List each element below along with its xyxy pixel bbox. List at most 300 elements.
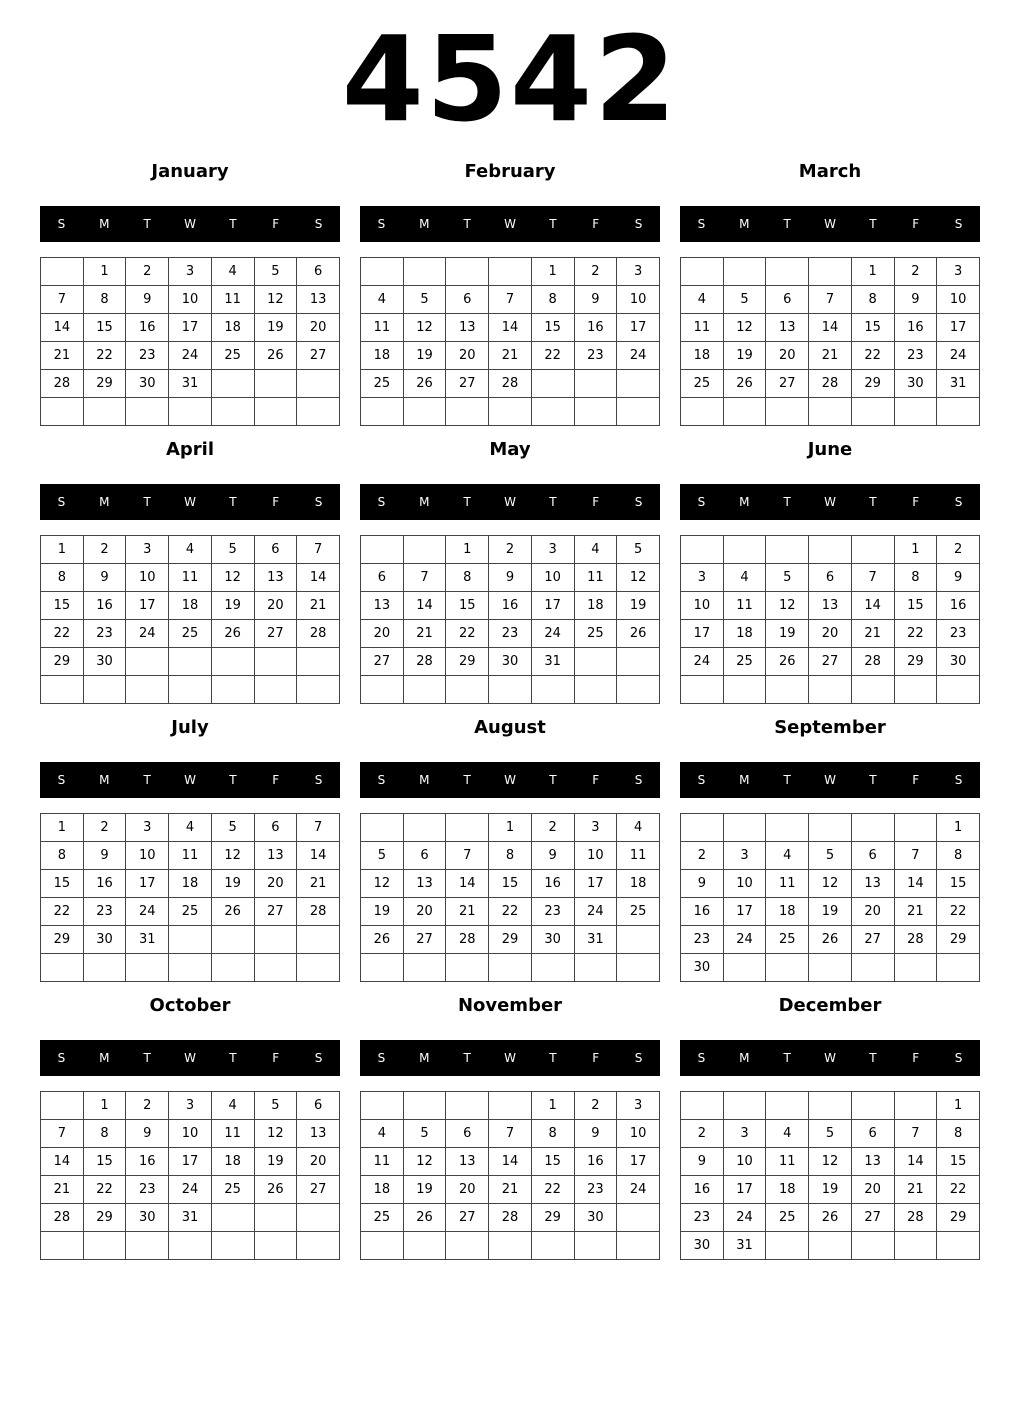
week-row <box>41 1204 340 1232</box>
empty-day-cell <box>169 926 212 954</box>
day-cell: 20 <box>446 1176 489 1204</box>
week-row <box>681 286 980 314</box>
week-row <box>361 954 660 982</box>
day-cell: 7 <box>297 814 340 842</box>
day-cell: 2 <box>126 258 169 286</box>
month-name: October <box>149 995 231 1016</box>
day-cell: 4 <box>766 842 809 870</box>
empty-day-cell <box>766 814 809 842</box>
day-cell: 16 <box>126 314 169 342</box>
day-cell: 31 <box>723 1232 766 1260</box>
day-cell: 6 <box>361 564 404 592</box>
day-cell: 24 <box>574 898 617 926</box>
day-grid <box>680 1091 980 1260</box>
weekday-label: T <box>143 1051 151 1065</box>
week-row <box>361 1204 660 1232</box>
day-cell: 24 <box>531 620 574 648</box>
day-cell: 20 <box>809 620 852 648</box>
day-cell: 22 <box>489 898 532 926</box>
day-cell: 11 <box>361 1148 404 1176</box>
weekday-label: W <box>824 1051 836 1065</box>
day-cell: 10 <box>681 592 724 620</box>
weekday-label: M <box>99 495 110 509</box>
day-cell: 18 <box>211 314 254 342</box>
day-cell: 9 <box>126 1120 169 1148</box>
empty-day-cell <box>297 1204 340 1232</box>
day-cell: 18 <box>681 342 724 370</box>
weekday-label: T <box>869 217 877 231</box>
week-row <box>41 870 340 898</box>
day-cell: 8 <box>83 1120 126 1148</box>
week-row <box>41 926 340 954</box>
empty-day-cell <box>403 398 446 426</box>
empty-day-cell <box>169 1232 212 1260</box>
weekday-header <box>40 762 340 798</box>
empty-day-cell <box>83 398 126 426</box>
empty-day-cell <box>574 676 617 704</box>
day-cell: 21 <box>446 898 489 926</box>
week-row <box>681 398 980 426</box>
weekday-label: T <box>783 773 791 787</box>
day-cell: 19 <box>211 592 254 620</box>
day-cell: 15 <box>41 592 84 620</box>
day-cell: 3 <box>169 258 212 286</box>
day-cell: 27 <box>297 1176 340 1204</box>
day-cell: 19 <box>254 314 297 342</box>
empty-day-cell <box>126 954 169 982</box>
empty-day-cell <box>297 370 340 398</box>
weekday-header <box>680 762 980 798</box>
empty-day-cell <box>531 1232 574 1260</box>
empty-day-cell <box>211 1204 254 1232</box>
empty-day-cell <box>361 814 404 842</box>
weekday-label: F <box>592 217 600 231</box>
day-cell: 21 <box>809 342 852 370</box>
day-cell: 30 <box>83 926 126 954</box>
weekday-label: F <box>272 1051 280 1065</box>
year-title: 4542 <box>341 10 679 148</box>
day-cell: 12 <box>809 870 852 898</box>
day-cell: 15 <box>83 1148 126 1176</box>
day-cell: 1 <box>851 258 894 286</box>
day-cell: 27 <box>851 926 894 954</box>
day-cell: 22 <box>531 342 574 370</box>
day-cell: 20 <box>254 592 297 620</box>
day-cell: 15 <box>41 870 84 898</box>
weekday-label: W <box>184 773 196 787</box>
day-cell: 28 <box>297 620 340 648</box>
day-cell: 17 <box>574 870 617 898</box>
day-cell: 19 <box>403 342 446 370</box>
day-cell: 28 <box>894 1204 937 1232</box>
day-cell: 24 <box>169 342 212 370</box>
empty-day-cell <box>723 536 766 564</box>
day-cell: 26 <box>766 648 809 676</box>
empty-day-cell <box>894 954 937 982</box>
day-cell: 26 <box>809 1204 852 1232</box>
day-cell: 21 <box>41 342 84 370</box>
empty-day-cell <box>851 1092 894 1120</box>
empty-day-cell <box>254 1204 297 1232</box>
day-cell: 2 <box>937 536 980 564</box>
day-cell: 6 <box>254 814 297 842</box>
empty-day-cell <box>254 398 297 426</box>
day-cell: 25 <box>211 342 254 370</box>
day-cell: 14 <box>297 564 340 592</box>
day-cell: 17 <box>723 898 766 926</box>
week-row <box>681 926 980 954</box>
empty-day-cell <box>617 926 660 954</box>
day-cell: 24 <box>681 648 724 676</box>
week-row <box>361 1148 660 1176</box>
day-cell: 24 <box>617 1176 660 1204</box>
weekday-label: W <box>504 1051 516 1065</box>
week-row <box>681 648 980 676</box>
day-cell: 17 <box>169 314 212 342</box>
week-row <box>361 1176 660 1204</box>
weekday-label: F <box>592 1051 600 1065</box>
month-name: July <box>171 717 209 738</box>
week-row <box>41 842 340 870</box>
week-row <box>681 1092 980 1120</box>
day-cell: 8 <box>41 842 84 870</box>
day-cell: 3 <box>617 1092 660 1120</box>
day-cell: 22 <box>83 342 126 370</box>
empty-day-cell <box>894 398 937 426</box>
day-cell: 19 <box>809 898 852 926</box>
day-cell: 28 <box>809 370 852 398</box>
weekday-label: M <box>99 1051 110 1065</box>
empty-day-cell <box>489 1232 532 1260</box>
week-row <box>41 398 340 426</box>
day-cell: 7 <box>41 1120 84 1148</box>
day-cell: 8 <box>41 564 84 592</box>
day-cell: 2 <box>83 814 126 842</box>
empty-day-cell <box>361 536 404 564</box>
day-cell: 2 <box>681 1120 724 1148</box>
day-cell: 19 <box>254 1148 297 1176</box>
empty-day-cell <box>403 258 446 286</box>
weekday-label: F <box>912 1051 920 1065</box>
day-cell: 14 <box>489 1148 532 1176</box>
empty-day-cell <box>297 1232 340 1260</box>
day-cell: 24 <box>723 926 766 954</box>
day-cell: 4 <box>169 536 212 564</box>
day-cell: 7 <box>41 286 84 314</box>
day-cell: 19 <box>723 342 766 370</box>
weekday-label: T <box>229 773 237 787</box>
empty-day-cell <box>851 398 894 426</box>
day-cell: 16 <box>681 898 724 926</box>
weekday-label: T <box>549 217 557 231</box>
week-row <box>41 564 340 592</box>
weekday-label: S <box>57 1051 66 1065</box>
day-cell: 21 <box>297 592 340 620</box>
day-cell: 30 <box>531 926 574 954</box>
day-cell: 13 <box>851 1148 894 1176</box>
day-cell: 31 <box>169 370 212 398</box>
day-cell: 23 <box>83 898 126 926</box>
day-cell: 5 <box>766 564 809 592</box>
weekday-label: W <box>184 495 196 509</box>
empty-day-cell <box>766 258 809 286</box>
day-cell: 25 <box>681 370 724 398</box>
day-cell: 9 <box>83 842 126 870</box>
empty-day-cell <box>809 954 852 982</box>
empty-day-cell <box>361 1232 404 1260</box>
day-cell: 8 <box>937 1120 980 1148</box>
empty-day-cell <box>723 954 766 982</box>
day-cell: 8 <box>489 842 532 870</box>
day-cell: 24 <box>126 898 169 926</box>
empty-day-cell <box>681 676 724 704</box>
empty-day-cell <box>617 1204 660 1232</box>
day-cell: 14 <box>851 592 894 620</box>
day-cell: 17 <box>723 1176 766 1204</box>
empty-day-cell <box>41 954 84 982</box>
week-row <box>361 620 660 648</box>
day-cell: 31 <box>126 926 169 954</box>
weekday-label: M <box>99 217 110 231</box>
day-cell: 9 <box>531 842 574 870</box>
day-cell: 12 <box>254 1120 297 1148</box>
empty-day-cell <box>254 926 297 954</box>
empty-day-cell <box>403 1232 446 1260</box>
empty-day-cell <box>489 258 532 286</box>
day-cell: 21 <box>489 342 532 370</box>
empty-day-cell <box>169 648 212 676</box>
week-row <box>681 620 980 648</box>
empty-day-cell <box>574 1232 617 1260</box>
week-row <box>41 258 340 286</box>
empty-day-cell <box>254 648 297 676</box>
empty-day-cell <box>809 398 852 426</box>
empty-day-cell <box>41 258 84 286</box>
day-cell: 29 <box>937 926 980 954</box>
empty-day-cell <box>809 1092 852 1120</box>
day-cell: 7 <box>297 536 340 564</box>
week-row <box>41 954 340 982</box>
weekday-label: S <box>954 217 963 231</box>
day-cell: 11 <box>574 564 617 592</box>
day-cell: 4 <box>169 814 212 842</box>
day-cell: 18 <box>169 870 212 898</box>
weekday-label: W <box>824 495 836 509</box>
day-cell: 6 <box>446 286 489 314</box>
day-cell: 23 <box>681 926 724 954</box>
empty-day-cell <box>41 676 84 704</box>
day-cell: 21 <box>851 620 894 648</box>
day-cell: 11 <box>361 314 404 342</box>
day-cell: 18 <box>617 870 660 898</box>
empty-day-cell <box>361 954 404 982</box>
day-cell: 22 <box>851 342 894 370</box>
weekday-label: M <box>739 1051 750 1065</box>
day-cell: 26 <box>211 620 254 648</box>
weekday-label: S <box>634 217 643 231</box>
weekday-label: F <box>272 495 280 509</box>
day-cell: 24 <box>169 1176 212 1204</box>
weekday-label: S <box>634 495 643 509</box>
day-cell: 20 <box>766 342 809 370</box>
empty-day-cell <box>574 648 617 676</box>
day-cell: 7 <box>851 564 894 592</box>
empty-day-cell <box>851 814 894 842</box>
day-cell: 2 <box>574 258 617 286</box>
day-cell: 13 <box>254 842 297 870</box>
empty-day-cell <box>937 954 980 982</box>
empty-day-cell <box>297 676 340 704</box>
weekday-label: S <box>314 495 323 509</box>
day-cell: 26 <box>617 620 660 648</box>
day-cell: 2 <box>574 1092 617 1120</box>
day-cell: 15 <box>83 314 126 342</box>
day-cell: 9 <box>937 564 980 592</box>
week-row <box>361 676 660 704</box>
day-cell: 30 <box>894 370 937 398</box>
day-cell: 7 <box>489 286 532 314</box>
day-cell: 18 <box>766 898 809 926</box>
day-cell: 3 <box>531 536 574 564</box>
day-cell: 20 <box>403 898 446 926</box>
day-cell: 1 <box>531 258 574 286</box>
week-row <box>361 1232 660 1260</box>
empty-day-cell <box>681 814 724 842</box>
day-cell: 5 <box>403 1120 446 1148</box>
day-cell: 8 <box>937 842 980 870</box>
day-cell: 11 <box>617 842 660 870</box>
day-grid <box>40 535 340 704</box>
weekday-label: F <box>912 495 920 509</box>
day-cell: 26 <box>403 370 446 398</box>
weekday-label: S <box>634 1051 643 1065</box>
day-cell: 17 <box>617 314 660 342</box>
day-cell: 16 <box>681 1176 724 1204</box>
empty-day-cell <box>83 954 126 982</box>
day-cell: 1 <box>41 814 84 842</box>
week-row <box>41 1148 340 1176</box>
day-cell: 16 <box>126 1148 169 1176</box>
day-cell: 26 <box>211 898 254 926</box>
week-row <box>41 676 340 704</box>
empty-day-cell <box>681 536 724 564</box>
weekday-label: M <box>739 495 750 509</box>
empty-day-cell <box>681 398 724 426</box>
day-grid <box>360 535 660 704</box>
empty-day-cell <box>766 954 809 982</box>
empty-day-cell <box>681 258 724 286</box>
day-cell: 30 <box>126 1204 169 1232</box>
day-cell: 29 <box>83 1204 126 1232</box>
empty-day-cell <box>211 648 254 676</box>
day-cell: 9 <box>574 1120 617 1148</box>
day-cell: 8 <box>894 564 937 592</box>
day-cell: 3 <box>169 1092 212 1120</box>
week-row <box>681 314 980 342</box>
day-cell: 21 <box>41 1176 84 1204</box>
day-cell: 17 <box>531 592 574 620</box>
day-cell: 13 <box>297 1120 340 1148</box>
day-cell: 17 <box>617 1148 660 1176</box>
day-cell: 2 <box>489 536 532 564</box>
week-row <box>681 814 980 842</box>
day-cell: 11 <box>169 842 212 870</box>
day-cell: 15 <box>531 1148 574 1176</box>
weekday-label: S <box>954 773 963 787</box>
day-cell: 12 <box>723 314 766 342</box>
day-cell: 27 <box>446 1204 489 1232</box>
day-cell: 21 <box>403 620 446 648</box>
week-row <box>681 1204 980 1232</box>
day-cell: 9 <box>574 286 617 314</box>
weekday-label: T <box>229 217 237 231</box>
empty-day-cell <box>169 954 212 982</box>
day-cell: 13 <box>446 314 489 342</box>
week-row <box>681 898 980 926</box>
day-cell: 29 <box>531 1204 574 1232</box>
week-row <box>361 258 660 286</box>
day-cell: 10 <box>169 1120 212 1148</box>
day-cell: 16 <box>531 870 574 898</box>
weekday-label: S <box>697 1051 706 1065</box>
day-cell: 18 <box>723 620 766 648</box>
day-cell: 6 <box>297 258 340 286</box>
day-cell: 14 <box>403 592 446 620</box>
day-cell: 7 <box>894 842 937 870</box>
week-row <box>41 286 340 314</box>
day-cell: 4 <box>361 1120 404 1148</box>
week-row <box>361 592 660 620</box>
weekday-label: F <box>912 773 920 787</box>
day-cell: 1 <box>41 536 84 564</box>
day-cell: 8 <box>531 286 574 314</box>
weekday-label: S <box>954 495 963 509</box>
empty-day-cell <box>809 258 852 286</box>
week-row <box>681 676 980 704</box>
day-cell: 22 <box>937 898 980 926</box>
weekday-label: S <box>314 1051 323 1065</box>
empty-day-cell <box>446 676 489 704</box>
empty-day-cell <box>766 536 809 564</box>
day-cell: 20 <box>361 620 404 648</box>
month-name: February <box>464 161 556 182</box>
day-cell: 26 <box>723 370 766 398</box>
week-row <box>41 536 340 564</box>
day-cell: 4 <box>617 814 660 842</box>
day-cell: 29 <box>937 1204 980 1232</box>
empty-day-cell <box>851 1232 894 1260</box>
day-cell: 6 <box>403 842 446 870</box>
day-cell: 3 <box>126 536 169 564</box>
day-cell: 4 <box>361 286 404 314</box>
day-grid <box>680 813 980 982</box>
month-name: November <box>457 995 563 1016</box>
day-cell: 23 <box>531 898 574 926</box>
empty-day-cell <box>41 1092 84 1120</box>
day-cell: 2 <box>681 842 724 870</box>
weekday-label: T <box>869 773 877 787</box>
month-name: June <box>807 439 853 460</box>
day-cell: 1 <box>894 536 937 564</box>
day-cell: 13 <box>851 870 894 898</box>
day-cell: 15 <box>937 870 980 898</box>
day-cell: 17 <box>937 314 980 342</box>
day-cell: 28 <box>446 926 489 954</box>
day-cell: 30 <box>681 1232 724 1260</box>
week-row <box>681 370 980 398</box>
weekday-label: M <box>739 773 750 787</box>
day-cell: 30 <box>681 954 724 982</box>
